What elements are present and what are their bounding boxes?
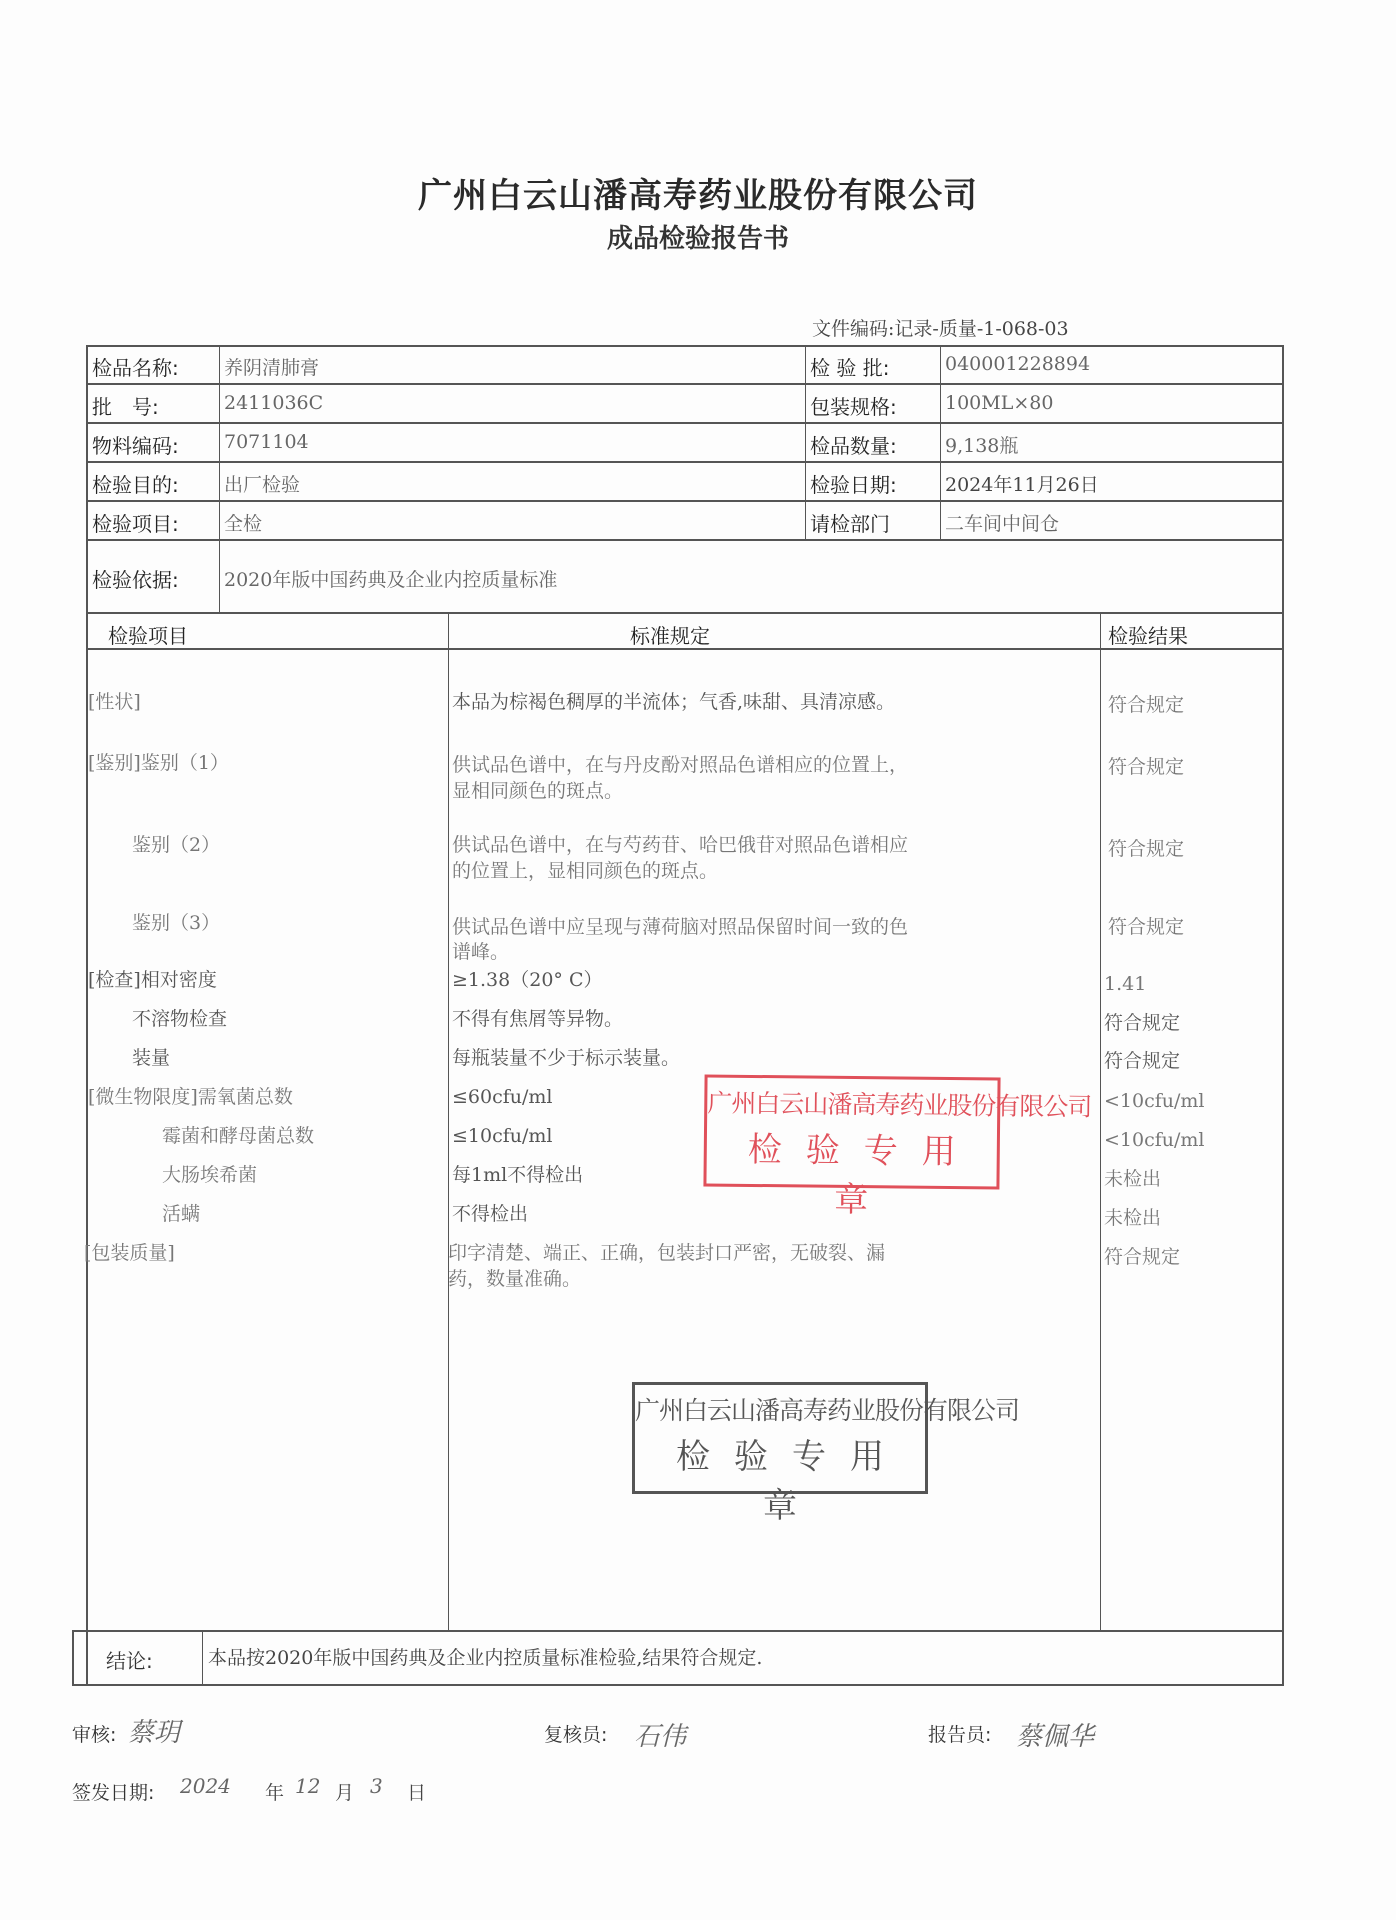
date-value: 2024年11月26日 [945, 474, 1099, 496]
row-item: 鉴别（2） [132, 834, 221, 856]
batch-label: 批 号: [92, 395, 159, 419]
product-name-label: 检品名称: [92, 356, 179, 380]
batch-value: 2411036C [224, 392, 324, 414]
inspection-seal-gray [632, 1382, 1020, 1526]
day-unit: 日 [407, 1782, 427, 1804]
row-result: 1.41 [1104, 973, 1147, 995]
scope-value: 全检 [224, 513, 263, 535]
header-item: 检验项目 [108, 624, 188, 648]
row-standard: 印字清楚、端正、正确，包装封口严密，无破裂、漏 [448, 1242, 886, 1264]
row-item: 大肠埃希菌 [162, 1164, 258, 1186]
row-standard: 供试品色谱中，在与丹皮酚对照品色谱相应的位置上， [452, 754, 909, 776]
basis-label: 检验依据: [92, 568, 179, 592]
quantity-label: 检品数量: [810, 434, 897, 458]
inspection-batch-label: 检 验 批: [810, 356, 890, 380]
row-item: 霉菌和酵母菌总数 [162, 1125, 315, 1147]
row-result: <10cfu/ml [1104, 1129, 1205, 1151]
quantity-value: 9,138瓶 [945, 435, 1019, 457]
year-unit: 年 [265, 1782, 285, 1804]
seal-company: 广州白云山潘高寿药业股份有限公司 [635, 1396, 1020, 1425]
row-result: 符合规定 [1108, 916, 1185, 938]
row-standard-cont: 药，数量准确。 [448, 1268, 582, 1290]
reporter-signature: 蔡佩华 [1016, 1722, 1095, 1752]
row-standard-cont: 谱峰。 [452, 941, 510, 963]
basis-value: 2020年版中国药典及企业内控质量标准 [224, 569, 558, 591]
row-item: 活螨 [162, 1203, 201, 1225]
row-item: [包装质量] [84, 1242, 175, 1264]
row-standard: ≥1.38（20° C） [452, 969, 603, 991]
inspection-batch-value: 040001228894 [945, 353, 1091, 375]
seal-purpose: 检验专用章 [747, 1129, 981, 1221]
material-code-label: 物料编码: [92, 434, 179, 458]
checker-label: 复核员: [544, 1724, 608, 1746]
row-standard: 不得有焦屑等异物。 [452, 1008, 624, 1030]
header-result: 检验结果 [1108, 624, 1188, 648]
report-title: 成品检验报告书 [606, 224, 789, 254]
document-code: 文件编码:记录-质量-1-068-03 [812, 318, 1069, 340]
scope-label: 检验项目: [92, 512, 179, 536]
row-item: [微生物限度]需氧菌总数 [88, 1086, 293, 1108]
conclusion-text: 本品按2020年版中国药典及企业内控质量标准检验,结果符合规定. [208, 1647, 763, 1669]
row-item: [检查]相对密度 [88, 969, 217, 991]
row-result: 符合规定 [1108, 838, 1185, 860]
reviewer-signature: 蔡玥 [128, 1718, 181, 1748]
checker-signature: 石伟 [634, 1722, 687, 1752]
row-standard: 每瓶装量不少于标示装量。 [452, 1047, 681, 1069]
purpose-label: 检验目的: [92, 473, 179, 497]
row-result: 未检出 [1104, 1207, 1162, 1229]
row-result: <10cfu/ml [1104, 1090, 1205, 1112]
row-standard: 本品为棕褐色稠厚的半流体；气香,味甜、具清凉感。 [452, 691, 896, 713]
seal-purpose: 检验专用章 [676, 1437, 908, 1526]
row-result: 符合规定 [1108, 694, 1185, 716]
month-unit: 月 [335, 1782, 355, 1804]
row-standard: ≤60cfu/ml [452, 1086, 553, 1108]
row-result: 未检出 [1104, 1168, 1162, 1190]
package-spec-label: 包装规格: [810, 395, 897, 419]
row-standard: 供试品色谱中应呈现与薄荷脑对照品保留时间一致的色 [452, 916, 909, 938]
seal-company: 广州白云山潘高寿药业股份有限公司 [707, 1088, 1092, 1122]
issue-year: 2024 [180, 1774, 231, 1798]
issue-day: 3 [370, 1774, 383, 1798]
issue-date-label: 签发日期: [72, 1782, 155, 1804]
row-standard: ≤10cfu/ml [452, 1125, 553, 1147]
row-item: [鉴别]鉴别（1） [88, 752, 229, 774]
reviewer-label: 审核: [72, 1724, 117, 1746]
row-item: 不溶物检查 [132, 1008, 228, 1030]
product-name-value: 养阴清肺膏 [224, 357, 320, 379]
package-spec-value: 100ML×80 [945, 392, 1054, 414]
row-standard: 每1ml不得检出 [452, 1164, 584, 1186]
row-item: [性状] [88, 691, 141, 713]
row-result: 符合规定 [1104, 1246, 1181, 1268]
header-standard: 标准规定 [630, 624, 710, 648]
date-label: 检验日期: [810, 473, 897, 497]
row-item: 装量 [132, 1047, 171, 1069]
row-item: 鉴别（3） [132, 912, 221, 934]
reporter-label: 报告员: [928, 1724, 992, 1746]
purpose-value: 出厂检验 [224, 474, 301, 496]
company-name: 广州白云山潘高寿药业股份有限公司 [418, 176, 978, 216]
row-standard: 不得检出 [452, 1203, 529, 1225]
department-value: 二车间中间仓 [945, 513, 1060, 535]
row-result: 符合规定 [1104, 1012, 1181, 1034]
inspection-seal-red [703, 1074, 1092, 1221]
row-standard-cont: 显相同颜色的斑点。 [452, 780, 624, 802]
row-result: 符合规定 [1104, 1050, 1181, 1072]
department-label: 请检部门 [810, 512, 890, 536]
material-code-value: 7071104 [224, 431, 309, 453]
row-standard-cont: 的位置上，显相同颜色的斑点。 [452, 860, 719, 882]
row-result: 符合规定 [1108, 756, 1185, 778]
row-standard: 供试品色谱中，在与芍药苷、哈巴俄苷对照品色谱相应 [452, 834, 909, 856]
issue-month: 12 [295, 1774, 321, 1798]
conclusion-label: 结论: [106, 1649, 153, 1673]
